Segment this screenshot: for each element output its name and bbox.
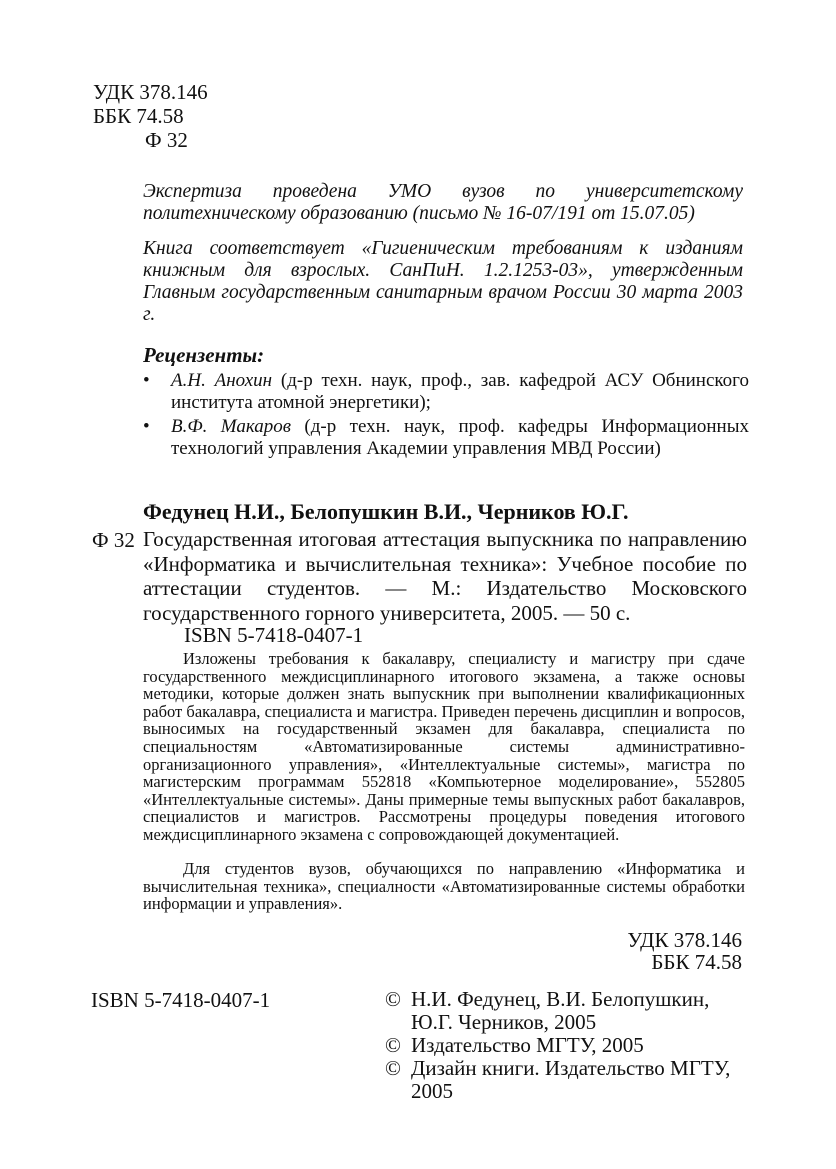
reviewer-item xyxy=(143,370,749,414)
reviewer-name: В.Ф. Макаров xyxy=(171,416,292,437)
copyright-text: Дизайн книги. Издательство МГТУ, 2005 xyxy=(411,1056,731,1103)
udk-code: УДК 378.146 xyxy=(93,80,208,104)
audience-note xyxy=(143,860,745,913)
isbn-line: ISBN 5-7418-0407-1 xyxy=(184,623,364,647)
copyright-item xyxy=(385,1034,755,1057)
copyright-icon: © xyxy=(385,1056,401,1080)
reviewer-item xyxy=(143,416,749,460)
udk-code: УДК 378.146 xyxy=(627,928,742,952)
compliance-note: Книга соответствует «Гигиеническим требованиям к изданиям книжным для взрослых. СанПиН. 1.2.1253-03», утвержденным Главным государственным санитарным врачом России 30 марта 2003 г. xyxy=(143,238,743,325)
copyright-text: Издательство МГТУ, 2005 xyxy=(411,1033,644,1057)
reviewer-details: (д-р техн. наук, проф., зав. кафедрой АСУ Обнинского института атомной энергетики); xyxy=(171,370,749,413)
copyright-text: Н.И. Федунец, В.И. Белопушкин, Ю.Г. Черников, 2005 xyxy=(411,987,710,1034)
authors-line: Федунец Н.И., Белопушкин В.И., Черников Ю.Г. xyxy=(143,499,629,524)
bullet-icon: • xyxy=(143,370,150,391)
abstract-paragraph: Для студентов вузов, обучающихся по направлению «Информатика и вычислительная техника», специалности «Автоматизированные системы обработки информации и управления». xyxy=(143,859,745,914)
abstract-paragraph: Изложены требования к бакалавру, специалисту и магистру при сдаче государственного междисциплинарного итогового экзамена, а также основы методики, которые должен знать выпускник при выполнении квалификационных работ бакалавра, специалиста и магистра. Приведен перечень дисциплин и вопросов, выносимых на государственный экзамен для бакалавра, специалиста по специальностям «Автоматизированные системы административно-организационного управления», «Интеллектуальные системы», магистра по магистерским программам 552818 «Компьютерное моделирование», 552805 «Интеллектуальные системы». Даны примерные темы выпускных работ бакалавров, специалистов и магистров. Рассмотрены процедуры поведения итогового междисциплинарного экзамена с сопровождающей документацией. xyxy=(143,649,745,844)
classification-block xyxy=(93,80,208,152)
copyright-item xyxy=(385,988,755,1034)
bibliographic-description: Государственная итоговая аттестация выпускника по направлению «Информатика и вычислительная техника»: Учебное пособие по аттестации студентов. — М.: Издательство Московского государственного горного университета, 2005. — 50 с. xyxy=(143,527,747,625)
bbk-code: ББК 74.58 xyxy=(651,950,742,974)
bbk-code: ББК 74.58 xyxy=(93,104,184,128)
footer-classification xyxy=(627,929,742,973)
author-mark: Ф 32 xyxy=(145,128,188,152)
reviewer-name: А.Н. Анохин xyxy=(171,370,273,391)
copyright-list xyxy=(385,988,755,1103)
copyright-item xyxy=(385,1057,755,1103)
isbn-footer: ISBN 5-7418-0407-1 xyxy=(91,988,271,1012)
bullet-icon: • xyxy=(143,416,150,437)
reviewer-details: (д-р техн. наук, проф. кафедры Информационных технологий управления Академии управления МВД России) xyxy=(171,416,749,459)
copyright-icon: © xyxy=(385,987,401,1011)
abstract xyxy=(143,650,745,844)
reviewers-heading: Рецензенты: xyxy=(143,343,265,367)
bibliographic-code: Ф 32 xyxy=(92,528,135,552)
expertise-note: Экспертиза проведена УМО вузов по университетскому политехническому образованию (письмо № 16-07/191 от 15.07.05) xyxy=(143,181,743,224)
copyright-icon: © xyxy=(385,1033,401,1057)
reviewers-list xyxy=(143,370,749,462)
